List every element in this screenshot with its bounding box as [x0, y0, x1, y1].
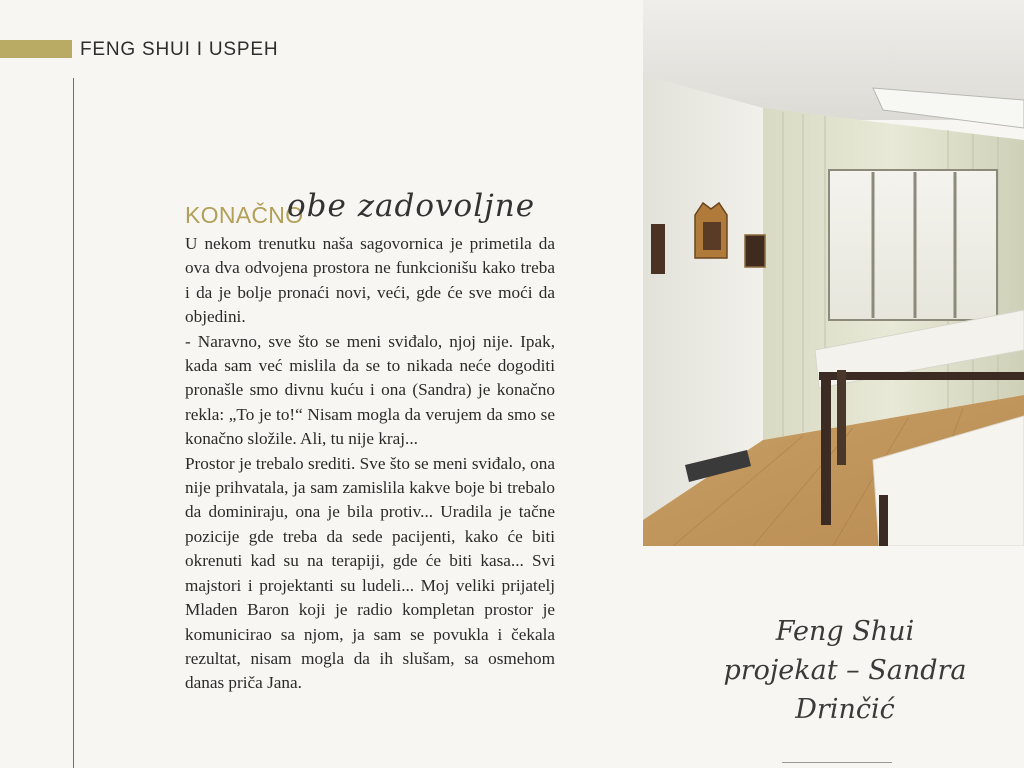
heading-script: obe zadovoljne: [287, 188, 536, 224]
paragraph: Prostor je trebalo srediti. Sve što se meni sviđalo, ona nije prihvatala, ja sam zamislila kakve boje bi trebalo da dominiraju, ona je bila protiv... Uradila je tačne pozicije gde treba da sede pacijenti, kako će biti okrenuti kad su na terapiji, gde će biti kasa... Svi majstori i projektanti su ludeli... Moj veliki prijatelj Mladen Baron koji je radio kompletan prostor je komunicirao sa njom, ja sam se povukla i čekala rezultat, nisam mogla da ih slušam, sa osmehom danas priča Jana.: [185, 453, 555, 693]
article-body: [185, 232, 555, 696]
article: [185, 188, 555, 696]
caption-line: projekat – Sandra: [723, 655, 967, 686]
caption-line: Feng Shui: [775, 616, 915, 647]
article-heading: [185, 188, 555, 232]
caption-rule: [782, 762, 892, 763]
paragraph: U nekom trenutku naša sagovornica je primetila da ova dva odvojena prostora ne funkcionišu kako treba i da je bolje pronaći novi, veći, gde će sve moći da objedini.: [185, 234, 555, 327]
room-photo: [643, 0, 1024, 546]
section-title: FENG SHUI I USPEH: [80, 39, 279, 60]
header-accent-bar: [0, 40, 72, 58]
room-photo-illustration: [643, 0, 1024, 546]
heading-caps: KONAČNO: [185, 202, 304, 228]
paragraph: - Naravno, sve što se meni sviđalo, njoj nije. Ipak, kada sam već mislila da se to nikada neće dogoditi pronašle smo divnu kuću i ona (Sandra) je konačno rekla: „To je to!“ Nisam mogla da verujem da smo se konačno složile. Ali, tu nije kraj...: [185, 331, 555, 449]
caption-line: Drinčić: [795, 694, 895, 725]
column-divider: [73, 78, 74, 768]
photo-caption: [690, 612, 1000, 729]
